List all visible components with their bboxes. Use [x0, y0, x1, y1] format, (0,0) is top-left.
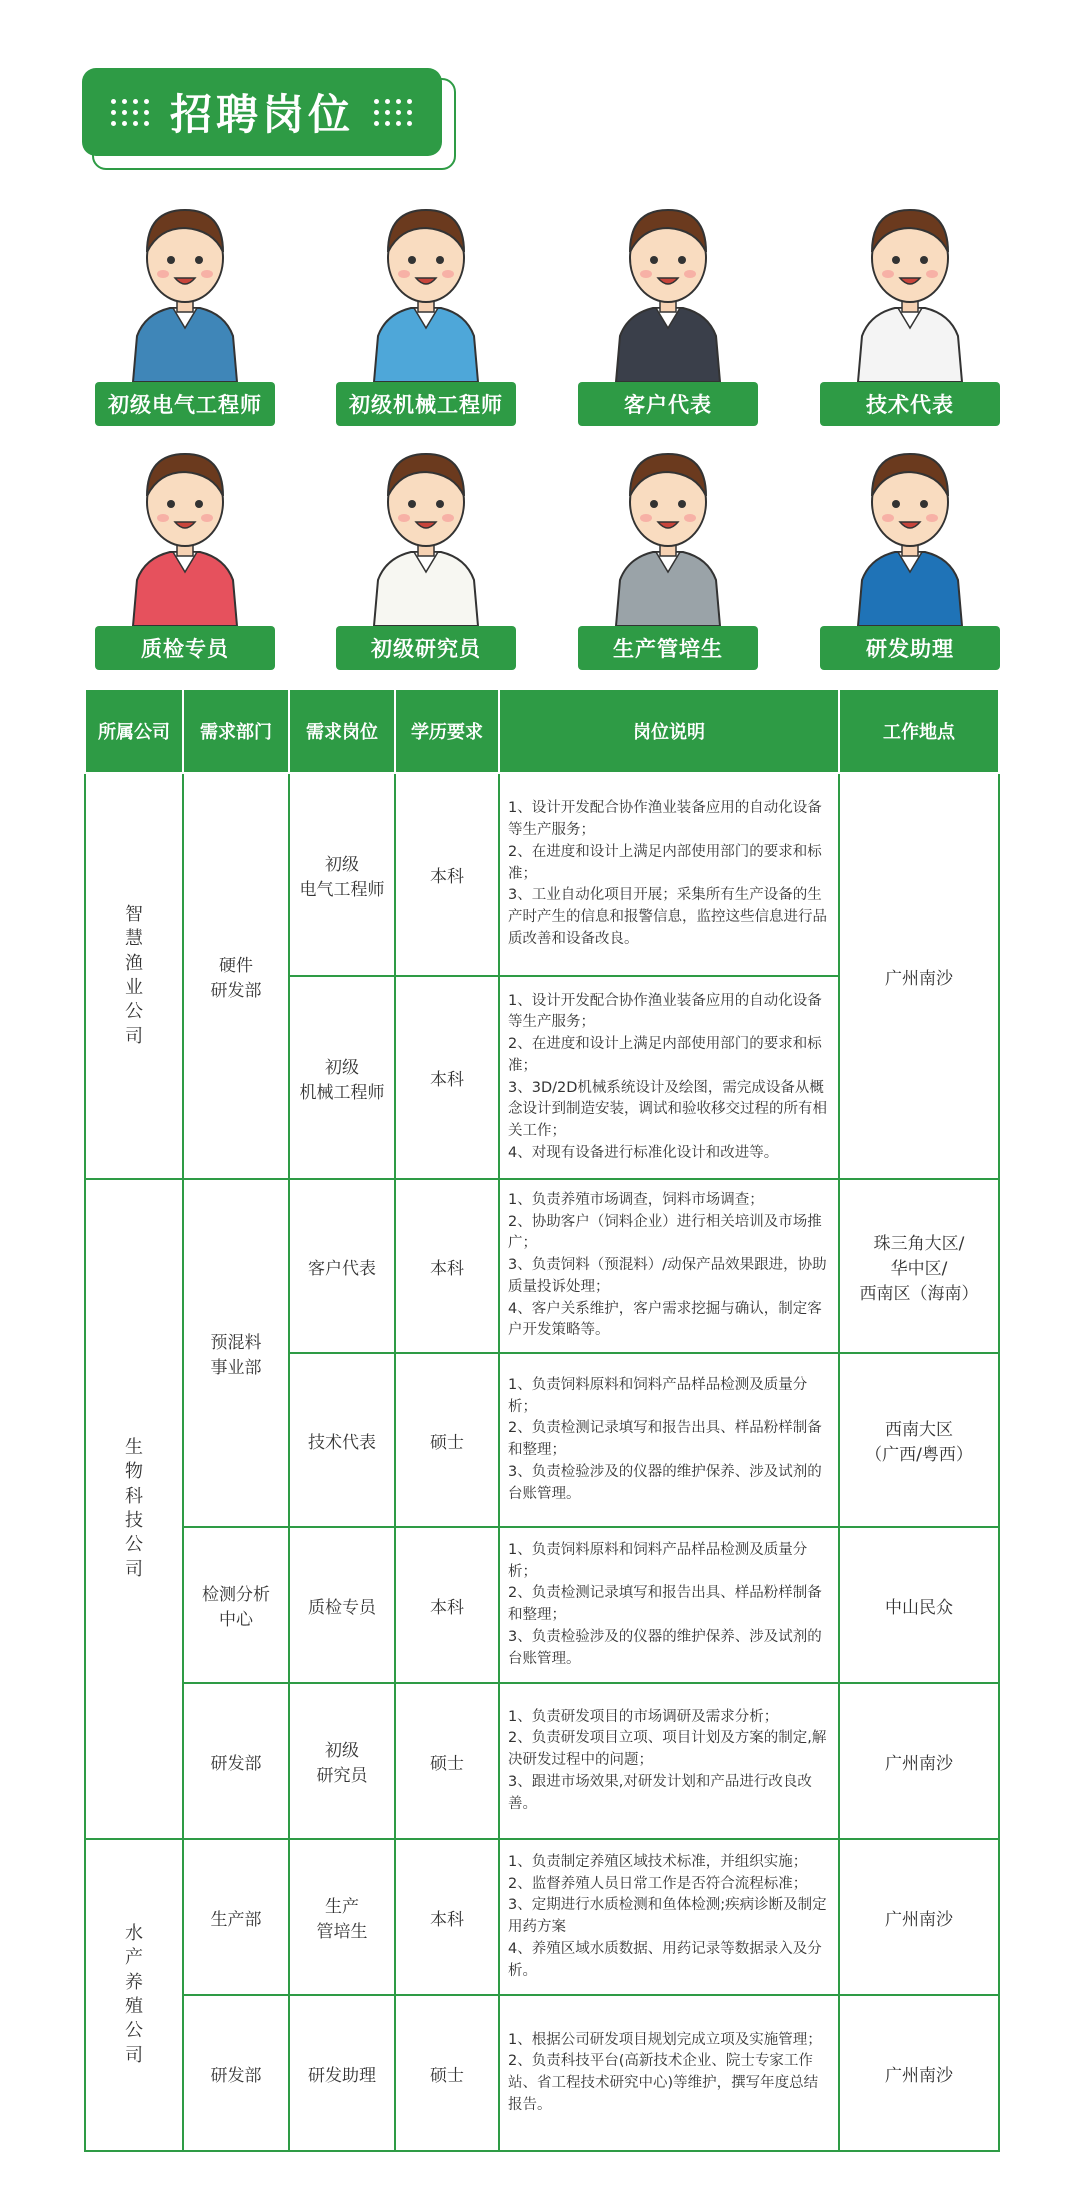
character-label: 技术代表 — [820, 382, 1000, 426]
location-cell: 中山民众 — [839, 1527, 999, 1683]
description-line: 4、客户关系维护，客户需求挖掘与确认，制定客户开发策略等。 — [508, 1300, 822, 1339]
company-cell: 智 慧 渔 业 公 司 — [85, 773, 183, 1179]
position-cell: 质检专员 — [289, 1527, 395, 1683]
description-cell — [499, 1179, 839, 1353]
description-line: 1、负责制定养殖区域技术标准，并组织实施； — [508, 1853, 808, 1870]
job-table — [84, 688, 1000, 2152]
header-position: 需求岗位 — [289, 689, 395, 773]
header-education: 学历要求 — [395, 689, 499, 773]
description-cell — [499, 1353, 839, 1527]
description-line: 3、负责检验涉及的仪器的维护保养、涉及试剂的台账管理。 — [508, 1628, 822, 1667]
character-label: 研发助理 — [820, 626, 1000, 670]
description-line: 2、监督养殖人员日常工作是否符合流程标准； — [508, 1875, 808, 1892]
education-cell: 硕士 — [395, 1995, 499, 2151]
quality-inspector-icon — [125, 440, 245, 626]
description-line: 2、负责研发项目立项、项目计划及方案的制定,解决研发过程中的问题； — [508, 1730, 827, 1769]
character-label: 初级机械工程师 — [336, 382, 516, 426]
junior-researcher-icon — [366, 440, 486, 626]
description-line: 3、定期进行水质检测和鱼体检测;疾病诊断及制定用药方案 — [508, 1897, 827, 1935]
table-row — [85, 1527, 999, 1683]
description-line: 2、负责检测记录填写和报告出具、样品粉样制备和整理； — [508, 1585, 822, 1623]
description-line: 4、养殖区域水质数据、用药记录等数据录入及分析。 — [508, 1940, 822, 1979]
department-cell: 生产部 — [183, 1839, 289, 1995]
description-line: 1、负责研发项目的市场调研及需求分析； — [508, 1708, 779, 1725]
description-line: 2、在进度和设计上满足内部使用部门的要求和标准； — [508, 1036, 822, 1074]
position-cell: 研发助理 — [289, 1995, 395, 2151]
table-row — [85, 1839, 999, 1995]
character-label: 生产管培生 — [578, 626, 758, 670]
character-card — [820, 440, 1000, 670]
character-label: 初级电气工程师 — [95, 382, 275, 426]
description-line: 1、负责饲料原料和饲料产品样品检测及质量分析； — [508, 1376, 808, 1415]
dots-decoration-left — [111, 99, 150, 126]
character-label: 客户代表 — [578, 382, 758, 426]
character-card — [95, 440, 275, 670]
character-card — [578, 196, 758, 426]
description-line: 2、在进度和设计上满足内部使用部门的要求和标准； — [508, 843, 822, 882]
education-cell: 本科 — [395, 976, 499, 1179]
description-line: 3、负责饲料（预混料）/动保产品效果跟进，协助质量投诉处理； — [508, 1257, 827, 1295]
department-cell: 研发部 — [183, 1683, 289, 1839]
character-card — [578, 440, 758, 670]
position-cell: 初级 电气工程师 — [289, 773, 395, 976]
education-cell: 硕士 — [395, 1353, 499, 1527]
location-cell: 广州南沙 — [839, 1683, 999, 1839]
description-line: 4、对现有设备进行标准化设计和改进等。 — [508, 1144, 779, 1161]
position-cell: 技术代表 — [289, 1353, 395, 1527]
position-cell: 客户代表 — [289, 1179, 395, 1353]
description-cell — [499, 1527, 839, 1683]
description-line: 2、协助客户（饲料企业）进行相关培训及市场推广； — [508, 1213, 822, 1252]
character-card — [820, 196, 1000, 426]
table-row — [85, 773, 999, 976]
company-cell: 生 物 科 技 公 司 — [85, 1179, 183, 1839]
header-company: 所属公司 — [85, 689, 183, 773]
character-label: 质检专员 — [95, 626, 275, 670]
header-location: 工作地点 — [839, 689, 999, 773]
location-cell: 广州南沙 — [839, 773, 999, 1179]
header-description: 岗位说明 — [499, 689, 839, 773]
education-cell: 硕士 — [395, 1683, 499, 1839]
description-cell — [499, 1839, 839, 1995]
company-cell: 水 产 养 殖 公 司 — [85, 1839, 183, 2151]
description-cell — [499, 1995, 839, 2151]
education-cell: 本科 — [395, 773, 499, 976]
description-line: 1、负责饲料原料和饲料产品样品检测及质量分析； — [508, 1541, 808, 1580]
location-cell: 广州南沙 — [839, 1839, 999, 1995]
education-cell: 本科 — [395, 1839, 499, 1995]
customer-representative-icon — [608, 196, 728, 382]
production-trainee-icon — [608, 440, 728, 626]
location-cell: 珠三角大区/ 华中区/ 西南区（海南） — [839, 1179, 999, 1353]
description-line: 1、设计开发配合协作渔业装备应用的自动化设备等生产服务； — [508, 800, 822, 839]
character-card — [95, 196, 275, 426]
electrical-engineer-icon — [125, 196, 245, 382]
technical-representative-icon — [850, 196, 970, 382]
position-cell: 初级 机械工程师 — [289, 976, 395, 1179]
description-line: 2、负责科技平台(高新技术企业、院士专家工作站、省工程技术研究中心)等维护，撰写年度总结报告。 — [508, 2053, 819, 2113]
description-cell — [499, 976, 839, 1179]
description-line: 1、根据公司研发项目规划完成立项及实施管理； — [508, 2031, 822, 2048]
table-row — [85, 1995, 999, 2151]
banner-title: 招聘岗位 — [169, 90, 354, 139]
rd-assistant-icon — [850, 440, 970, 626]
education-cell: 本科 — [395, 1179, 499, 1353]
department-cell: 预混料 事业部 — [183, 1179, 289, 1527]
description-line: 2、负责检测记录填写和报告出具、样品粉样制备和整理； — [508, 1420, 822, 1458]
description-cell — [499, 773, 839, 976]
table-row — [85, 1179, 999, 1353]
education-cell: 本科 — [395, 1527, 499, 1683]
description-line: 3、工业自动化项目开展；采集所有生产设备的生产时产生的信息和报警信息，监控这些信息进行品质改善和设备改良。 — [508, 887, 827, 947]
description-line: 1、设计开发配合协作渔业装备应用的自动化设备等生产服务； — [508, 992, 822, 1031]
table-header-row — [85, 689, 999, 773]
description-cell — [499, 1683, 839, 1839]
department-cell: 检测分析 中心 — [183, 1527, 289, 1683]
department-cell: 研发部 — [183, 1995, 289, 2151]
description-line: 1、负责养殖市场调查，饲料市场调查； — [508, 1191, 764, 1208]
description-line: 3、跟进市场效果,对研发计划和产品进行改良改善。 — [508, 1773, 812, 1812]
position-cell: 生产 管培生 — [289, 1839, 395, 1995]
character-card — [336, 196, 516, 426]
table-row — [85, 1683, 999, 1839]
dots-decoration-right — [374, 99, 413, 126]
description-line: 3、负责检验涉及的仪器的维护保养、涉及试剂的台账管理。 — [508, 1463, 822, 1502]
section-banner — [82, 68, 442, 156]
location-cell: 西南大区 （广西/粤西） — [839, 1353, 999, 1527]
position-cell: 初级 研究员 — [289, 1683, 395, 1839]
character-label: 初级研究员 — [336, 626, 516, 670]
description-line: 3、3D/2D机械系统设计及绘图，需完成设备从概念设计到制造安装，调试和验收移交过程的所有相关工作； — [508, 1079, 827, 1139]
character-card — [336, 440, 516, 670]
header-department: 需求部门 — [183, 689, 289, 773]
mechanical-engineer-icon — [366, 196, 486, 382]
location-cell: 广州南沙 — [839, 1995, 999, 2151]
department-cell: 硬件 研发部 — [183, 773, 289, 1179]
